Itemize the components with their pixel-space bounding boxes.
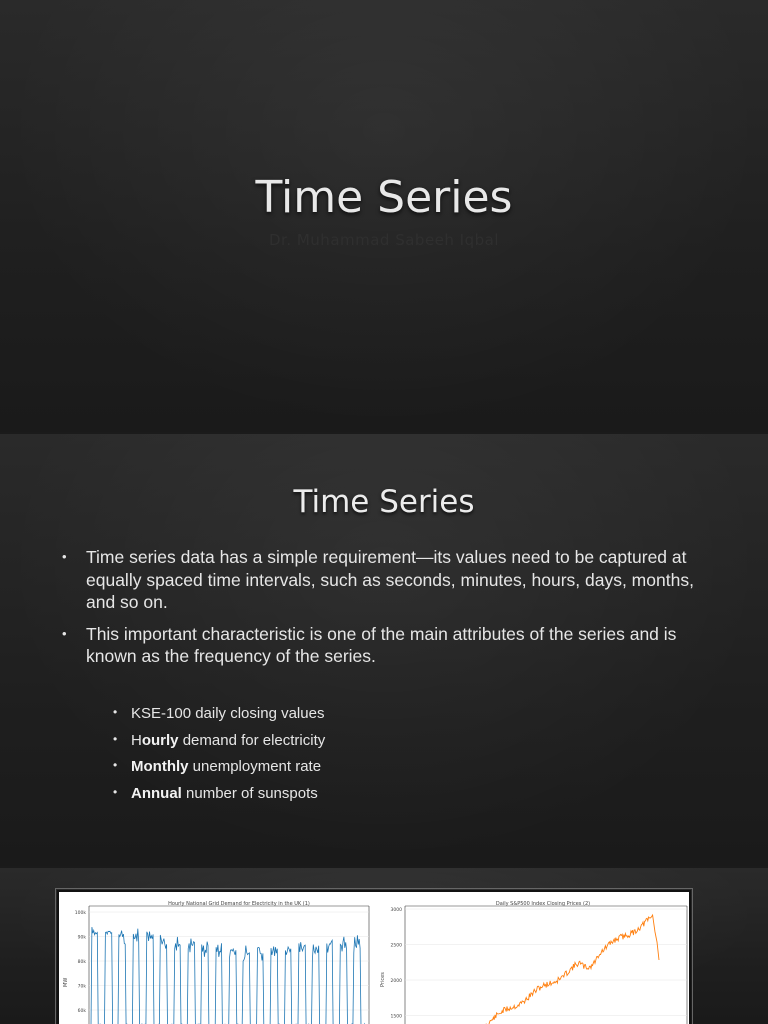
sub-bullet-pre: H [131, 731, 142, 749]
y-tick-label: 70k [77, 984, 86, 990]
y-tick-label: 2500 [390, 943, 402, 949]
figure-slide [0, 868, 768, 1024]
sub-bullet-item [113, 757, 613, 784]
y-tick-label: 3000 [390, 908, 402, 913]
bullet-icon: • [113, 705, 118, 719]
sub-bullet-bold: Annual [131, 784, 182, 802]
sub-bullet-text: demand for electricity [178, 731, 326, 749]
bullet-icon: • [113, 731, 118, 746]
y-tick-label: 60k [77, 1009, 86, 1014]
demand-series-line [91, 927, 366, 1024]
sub-bullet-text: unemployment rate [188, 758, 322, 775]
sub-bullet-bold: ourly [141, 731, 179, 749]
electricity-demand-chart [63, 901, 369, 1024]
bullet-icon: • [113, 758, 118, 772]
sub-bullet-bold: Monthly [131, 758, 189, 775]
title-slide [0, 0, 768, 432]
y-axis-label: MW [63, 977, 69, 987]
gridlines [405, 909, 687, 1016]
sub-bullet-text: KSE-100 daily closing values [131, 705, 325, 722]
bullet-text: Time series data has a simple requirement—its values need to be captured at equally spaced time intervals, such as seconds, minutes, hours, days, months, and so on. [86, 547, 694, 612]
bullet-icon: • [62, 549, 67, 564]
slide-title: Time Series [293, 484, 475, 520]
chart-title: Hourly National Grid Demand for Electricity in the UK (1) [168, 901, 310, 907]
chart-title: Daily S&P500 Index Closing Prices (2) [495, 901, 591, 907]
sp500-chart [380, 901, 687, 1024]
y-tick-labels [391, 907, 403, 1020]
y-axis-label: Prices [380, 972, 386, 987]
bullet-icon: • [62, 625, 67, 641]
slide-subtitle: Dr. Muhammad Sabeeh Iqbal [268, 231, 500, 249]
sub-bullet-item [113, 704, 613, 731]
bullet-icon: • [113, 784, 118, 799]
sub-bullet-list [113, 704, 613, 810]
chart-figure [57, 890, 691, 1024]
bullet-item [62, 623, 712, 668]
bullet-list [62, 546, 712, 677]
y-tick-labels [75, 910, 87, 1014]
bullet-item [62, 546, 712, 614]
slide-title: Time Series [255, 172, 513, 223]
bullet-text: This important characteristic is one of the main attributes of the series and is known as the frequency of the series. [86, 623, 677, 666]
y-tick-label: 90k [77, 935, 86, 941]
y-tick-label: 100k [74, 911, 86, 916]
content-slide [0, 434, 768, 866]
sub-bullet-item [113, 784, 613, 811]
sub-bullet-text: number of sunspots [181, 784, 318, 802]
sub-bullet-item [113, 731, 613, 758]
y-tick-label: 2000 [390, 979, 402, 984]
price-series-line [479, 915, 659, 1024]
y-tick-label: 80k [77, 960, 86, 965]
y-tick-label: 1500 [390, 1014, 402, 1020]
charts-svg [59, 892, 689, 1024]
